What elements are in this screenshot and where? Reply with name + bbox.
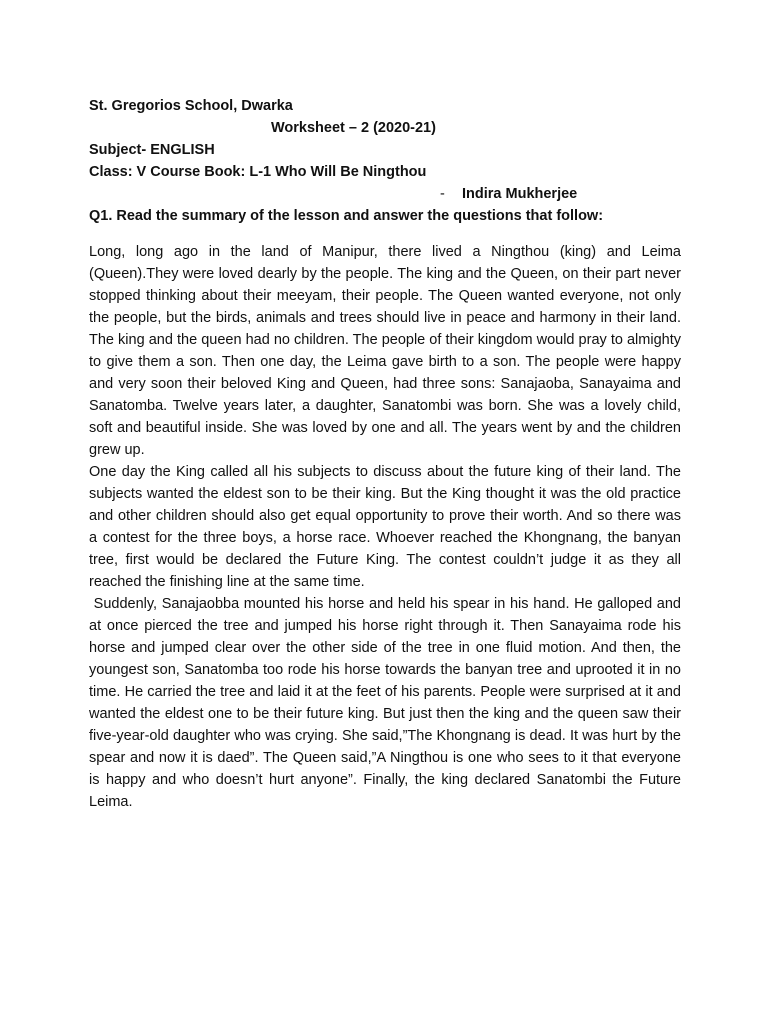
school-name: St. Gregorios School, Dwarka <box>89 98 293 114</box>
summary-paragraph-3: Suddenly, Sanajaobba mounted his horse and held his spear in his hand. He galloped and at once pierced the tree and jumped his horse right through it. Then Sanayaima rode his horse and jumped clear over the other side of the tree in one fluid motion. And then, the youngest son, Sanatomba too rode his horse towards the banyan tree and uprooted it in no time. He carried the tree and laid it at the feet of his parents. People were surprised at it and wanted the eldest one to be their future king. But just then the king and the queen saw their five-year-old daughter who was crying. She said,”The Khongnang is dead. It was hurt by the spear and now it is daed”. The Queen said,”A Ningthou is one who sees to it that everyone is happy and who doesn’t hurt anyone”. Finally, the king declared Sanatombi the Future Leima. <box>89 596 686 810</box>
author-dash: - <box>440 186 445 202</box>
summary-paragraph-1: Long, long ago in the land of Manipur, there lived a Ningthou (king) and Leima (Queen).They were loved dearly by the people. The king and the Queen, on their part never stopped thinking about their meeyam, their people. The Queen wanted everyone, not only the people, but the birds, animals and trees should live in peace and harmony in their land. The king and the queen had no children. The people of their kingdom would pray to almighty to give them a son. Then one day, the Leima gave birth to a son. The people were happy and very soon their beloved King and Queen, had three sons: Sanajaoba, Sanayaima and Sanatomba. Twelve years later, a daughter, Sanatombi was born. She was a lovely child, soft and beautiful inside. She was loved by one and all. The years went by and the children grew up. <box>89 244 681 458</box>
subject-line: Subject- ENGLISH <box>89 142 215 158</box>
author-name: Indira Mukherjee <box>462 186 578 202</box>
question-heading: Q1. Read the summary of the lesson and answer the questions that follow: <box>89 208 604 224</box>
class-course-line: Class: V Course Book: L-1 Who Will Be Ningthou <box>89 164 427 180</box>
author-line <box>89 183 681 205</box>
worksheet-page <box>89 95 686 813</box>
summary-paragraph-2: One day the King called all his subjects to discuss about the future king of their land. The subjects wanted the eldest son to be their king. But the King thought it was the old practice and other children should also get equal opportunity to prove their worth. And so there was a contest for the three boys, a horse race. Whoever reached the Khongnang, the banyan tree, first would be declared the Future King. The contest couldn’t judge it as they all reached the finishing line at the same time. <box>89 464 681 590</box>
worksheet-title: Worksheet – 2 (2020-21) <box>271 120 436 136</box>
